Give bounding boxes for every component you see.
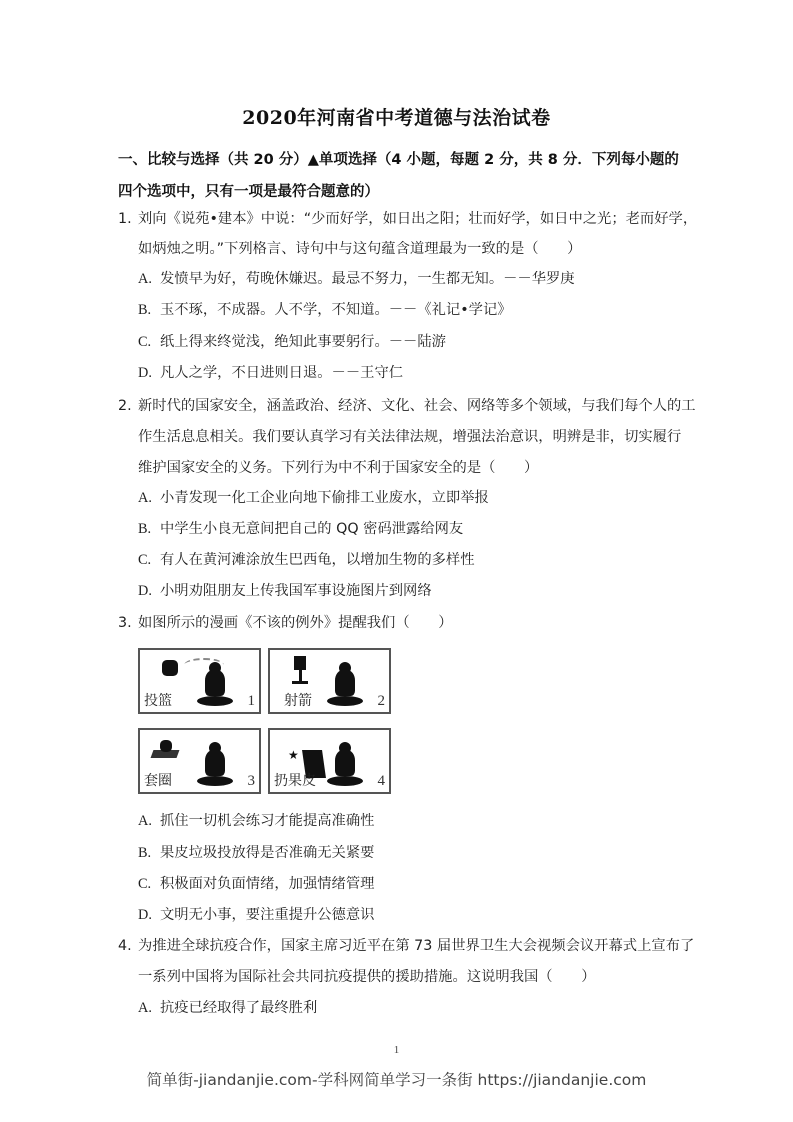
person-figure-icon xyxy=(197,742,233,786)
option-text: 中学生小良无意间把自己的 QQ 密码泄露给网友 xyxy=(160,521,464,537)
option-text: 凡人之学，不日进则日退。－－王守仁 xyxy=(160,365,404,381)
question-stem-line xyxy=(118,395,696,415)
option-c xyxy=(138,873,374,893)
panel-label: 射箭 xyxy=(284,693,312,709)
question-number: 4. xyxy=(118,938,132,954)
option-label: A. xyxy=(138,813,152,829)
option-a xyxy=(138,487,489,507)
option-text: 积极面对负面情绪，加强情绪管理 xyxy=(160,876,375,892)
comic-panel-3 xyxy=(138,728,261,794)
ring-toss-prize-icon xyxy=(160,740,172,752)
panel-number: 4 xyxy=(377,773,385,789)
basketball-hoop-icon xyxy=(162,660,178,676)
option-label: C. xyxy=(138,552,152,568)
panel-number: 1 xyxy=(247,693,255,709)
option-text: 文明无小事，要注重提升公德意识 xyxy=(160,907,375,923)
option-text: 发愤早为好，苟晚休嫌迟。最忌不努力，一生都无知。－－华罗庚 xyxy=(160,271,575,287)
option-b xyxy=(138,299,512,319)
stem-text: 如图所示的漫画《不该的例外》提醒我们（ ） xyxy=(138,615,453,631)
panel-number: 2 xyxy=(377,693,385,709)
option-a xyxy=(138,997,317,1017)
question-number: 1. xyxy=(118,211,132,227)
comic-panel-1 xyxy=(138,648,261,714)
person-figure-icon xyxy=(327,742,363,786)
option-b xyxy=(138,518,463,538)
question-stem-line: 维护国家安全的义务。下列行为中不利于国家安全的是（ ） xyxy=(138,460,539,476)
question-stem-line xyxy=(118,208,697,228)
option-a xyxy=(138,810,374,830)
comic-panel-4 xyxy=(268,728,391,794)
comic-panel-2 xyxy=(268,648,391,714)
target-base-icon xyxy=(292,681,308,684)
option-text: 玉不琢，不成器。人不学，不知道。－－《礼记•学记》 xyxy=(160,302,512,318)
fruit-peel-icon: ★ xyxy=(288,748,299,762)
option-c xyxy=(138,549,475,569)
comic-illustration xyxy=(138,648,394,796)
option-label: C. xyxy=(138,876,152,892)
option-text: 小青发现一化工企业向地下偷排工业废水，立即举报 xyxy=(160,490,489,506)
stem-text: 刘向《说苑•建本》中说：“少而好学，如日出之阳；壮而好学，如日中之光；老而好学， xyxy=(138,211,698,227)
person-figure-icon xyxy=(327,662,363,706)
question-stem-line xyxy=(118,935,694,955)
option-label: A. xyxy=(138,271,152,287)
archery-target-icon xyxy=(294,656,306,670)
option-d xyxy=(138,904,374,924)
option-label: B. xyxy=(138,521,152,537)
footer-watermark: 简单街-jiandanjie.com-学科网简单学习一条街 https://jiandanjie.com xyxy=(146,1071,647,1089)
option-b xyxy=(138,842,374,862)
option-label: D. xyxy=(138,907,152,923)
option-text: 抓住一切机会练习才能提高准确性 xyxy=(160,813,375,829)
panel-label: 套圈 xyxy=(144,773,172,789)
stem-text: 为推进全球抗疫合作，国家主席习近平在第 73 届世界卫生大会视频会议开幕式上宣布了 xyxy=(138,938,695,954)
option-d xyxy=(138,580,432,600)
page-number: 1 xyxy=(393,1044,400,1056)
option-label: C. xyxy=(138,334,152,350)
option-text: 有人在黄河滩涂放生巴西龟，以增加生物的多样性 xyxy=(160,552,475,568)
question-number: 2. xyxy=(118,398,132,414)
option-text: 小明劝阻朋友上传我国军事设施图片到网络 xyxy=(160,583,432,599)
option-label: B. xyxy=(138,302,152,318)
option-label: A. xyxy=(138,490,152,506)
panel-label: 投篮 xyxy=(144,693,172,709)
option-label: A. xyxy=(138,1000,152,1016)
person-figure-icon xyxy=(197,662,233,706)
panel-label: 扔果皮 xyxy=(274,773,316,789)
option-d xyxy=(138,362,403,382)
panel-number: 3 xyxy=(247,773,255,789)
option-c xyxy=(138,331,446,351)
question-stem-line: 一系列中国将为国际社会共同抗疫提供的援助措施。这说明我国（ ） xyxy=(138,969,596,985)
question-stem-line: 作生活息息相关。我们要认真学习有关法律法规，增强法治意识，明辨是非，切实履行 xyxy=(138,429,682,445)
option-label: D. xyxy=(138,365,152,381)
option-a xyxy=(138,268,575,288)
option-text: 抗疫已经取得了最终胜利 xyxy=(160,1000,318,1016)
page-title: 2020年河南省中考道德与法治试卷 xyxy=(242,107,551,129)
question-stem-line xyxy=(118,612,453,632)
question-number: 3. xyxy=(118,615,132,631)
option-text: 纸上得来终觉浅，绝知此事要躬行。－－陆游 xyxy=(160,334,446,350)
question-stem-line: 如炳烛之明。”下列格言、诗句中与这句蕴含道理最为一致的是（ ） xyxy=(138,241,582,257)
option-label: D. xyxy=(138,583,152,599)
stem-text: 新时代的国家安全，涵盖政治、经济、文化、社会、网络等多个领域，与我们每个人的工 xyxy=(138,398,696,414)
option-text: 果皮垃圾投放得是否准确无关紧要 xyxy=(160,845,375,861)
option-label: B. xyxy=(138,845,152,861)
section-header: 一、比较与选择（共 20 分）▲单项选择（4 小题，每题 2 分，共 8 分．下列每小题的四个选项中，只有一项是最符合题意的） xyxy=(118,152,679,200)
